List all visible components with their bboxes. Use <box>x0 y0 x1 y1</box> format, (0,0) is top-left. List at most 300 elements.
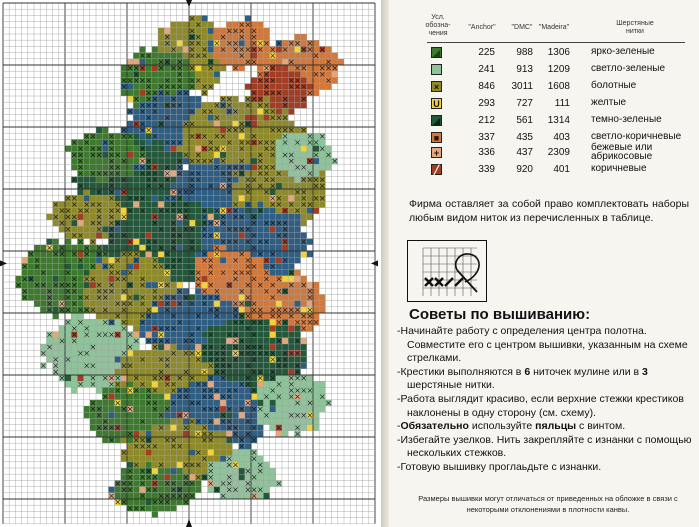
stitch-cell <box>301 350 307 356</box>
stitch-cell <box>220 456 226 462</box>
stitch-cell <box>294 294 300 300</box>
stitch-cell <box>214 108 220 114</box>
stitch-cell <box>133 456 139 462</box>
stitch-cell <box>170 319 176 325</box>
stitch-cell <box>158 313 164 319</box>
stitch-cell <box>294 232 300 238</box>
stitch-cell <box>201 239 207 245</box>
stitch-cell <box>270 381 276 387</box>
stitch-cell <box>232 369 238 375</box>
stitch-cell <box>139 431 145 437</box>
stitch-cell <box>220 338 226 344</box>
stitch-cell <box>201 115 207 121</box>
stitch-cell <box>220 232 226 238</box>
stitch-cell <box>189 220 195 226</box>
stitch-cell <box>189 152 195 158</box>
stitch-cell <box>102 152 108 158</box>
stitch-cell <box>170 394 176 400</box>
stitch-cell <box>170 22 176 28</box>
stitch-cell <box>71 344 77 350</box>
stitch-cell <box>170 34 176 40</box>
stitch-cell <box>28 282 34 288</box>
stitch-cell <box>214 468 220 474</box>
stitch-cell <box>158 288 164 294</box>
stitch-cell <box>183 108 189 114</box>
stitch-cell <box>313 381 319 387</box>
stitch-cell <box>270 102 276 108</box>
stitch-cell <box>257 84 263 90</box>
stitch-cell <box>232 152 238 158</box>
stitch-cell <box>96 431 102 437</box>
stitch-cell <box>127 443 133 449</box>
stitch-cell <box>251 77 257 83</box>
stitch-cell <box>115 487 121 493</box>
stitch-cell <box>319 53 325 59</box>
stitch-cell <box>177 381 183 387</box>
stitch-cell <box>195 127 201 133</box>
stitch-cell <box>313 40 319 46</box>
stitch-cell <box>77 270 83 276</box>
stitch-cell <box>189 456 195 462</box>
stitch-cell <box>183 77 189 83</box>
stitch-cell <box>170 90 176 96</box>
stitch-cell <box>214 425 220 431</box>
stitch-cell <box>257 474 263 480</box>
stitch-cell <box>102 201 108 207</box>
stitch-cell <box>158 77 164 83</box>
stitch-cell <box>270 84 276 90</box>
stitch-cell <box>158 220 164 226</box>
stitch-cell <box>226 319 232 325</box>
stitch-cell <box>257 115 263 121</box>
stitch-cell <box>158 115 164 121</box>
stitch-cell <box>59 270 65 276</box>
stitch-cell <box>226 449 232 455</box>
stitch-cell <box>276 325 282 331</box>
stitch-cell <box>270 158 276 164</box>
stitch-cell <box>115 214 121 220</box>
stitch-cell <box>127 313 133 319</box>
stitch-cell <box>288 183 294 189</box>
madeira-code: 2309 <box>547 147 570 158</box>
stitch-cell <box>115 406 121 412</box>
stitch-cell <box>34 270 40 276</box>
stitch-cell <box>232 363 238 369</box>
stitch-cell <box>208 127 214 133</box>
stitch-cell <box>201 356 207 362</box>
stitch-cell <box>307 425 313 431</box>
marsh-symbol-icon: × <box>431 81 442 92</box>
stitch-cell <box>127 263 133 269</box>
stitch-cell <box>208 189 214 195</box>
stitch-cell <box>208 412 214 418</box>
dmc-code: 3011 <box>511 81 533 92</box>
stitch-cell <box>84 232 90 238</box>
stitch-cell <box>90 195 96 201</box>
stitch-cell <box>170 115 176 121</box>
stitch-cell <box>313 208 319 214</box>
stitch-cell <box>115 282 121 288</box>
stitch-cell <box>146 294 152 300</box>
stitch-cell <box>152 511 158 517</box>
stitch-cell <box>152 505 158 511</box>
stitch-cell <box>127 139 133 145</box>
stitch-cell <box>152 270 158 276</box>
stitch-cell <box>276 332 282 338</box>
stitch-cell <box>139 307 145 313</box>
stitch-cell <box>177 332 183 338</box>
stitch-cell <box>183 195 189 201</box>
stitch-cell <box>214 53 220 59</box>
stitch-cell <box>220 332 226 338</box>
stitch-cell <box>251 480 257 486</box>
stitch-cell <box>96 177 102 183</box>
stitch-cell <box>102 301 108 307</box>
stitch-cell <box>251 313 257 319</box>
stitch-cell <box>245 152 251 158</box>
stitch-cell <box>270 394 276 400</box>
stitch-cell <box>164 319 170 325</box>
stitch-cell <box>40 245 46 251</box>
stitch-cell <box>282 381 288 387</box>
stitch-cell <box>121 282 127 288</box>
stitch-cell <box>263 462 269 468</box>
stitch-cell <box>170 412 176 418</box>
stitch-cell <box>46 338 52 344</box>
stitch-cell <box>46 257 52 263</box>
stitch-cell <box>276 431 282 437</box>
stitch-cell <box>214 394 220 400</box>
stitch-cell <box>139 214 145 220</box>
stitch-cell <box>177 53 183 59</box>
stitch-cell <box>201 462 207 468</box>
stitch-cell <box>158 418 164 424</box>
stitch-cell <box>177 406 183 412</box>
legend-row <box>389 142 699 162</box>
stitch-cell <box>189 313 195 319</box>
stitch-cell <box>226 338 232 344</box>
stitch-cell <box>288 139 294 145</box>
stitch-cell <box>152 449 158 455</box>
stitch-cell <box>319 307 325 313</box>
stitch-cell <box>257 121 263 127</box>
stitch-cell <box>133 307 139 313</box>
stitch-cell <box>276 406 282 412</box>
stitch-cell <box>146 412 152 418</box>
stitch-cell <box>257 201 263 207</box>
stitch-cell <box>276 59 282 65</box>
stitch-cell <box>146 257 152 263</box>
stitch-cell <box>325 53 331 59</box>
stitch-cell <box>226 245 232 251</box>
stitch-cell <box>146 406 152 412</box>
stitch-cell <box>239 208 245 214</box>
stitch-cell <box>65 245 71 251</box>
stitch-cell <box>158 276 164 282</box>
stitch-cell <box>152 201 158 207</box>
stitch-cell <box>65 251 71 257</box>
stitch-cell <box>96 375 102 381</box>
stitch-cell <box>77 189 83 195</box>
stitch-cell <box>270 232 276 238</box>
stitch-cell <box>220 449 226 455</box>
stitch-cell <box>77 325 83 331</box>
stitch-cell <box>325 146 331 152</box>
stitch-cell <box>276 208 282 214</box>
stitch-cell <box>177 96 183 102</box>
stitch-cell <box>282 276 288 282</box>
stitch-cell <box>189 251 195 257</box>
stitch-cell <box>189 394 195 400</box>
stitch-cell <box>90 251 96 257</box>
stitch-cell <box>232 400 238 406</box>
stitch-cell <box>214 170 220 176</box>
stitch-cell <box>189 214 195 220</box>
stitch-cell <box>84 412 90 418</box>
stitch-cell <box>53 307 59 313</box>
stitch-cell <box>226 121 232 127</box>
stitch-cell <box>239 431 245 437</box>
stitch-cell <box>319 170 325 176</box>
stitch-cell <box>146 108 152 114</box>
stitch-cell <box>239 412 245 418</box>
stitch-cell <box>127 425 133 431</box>
stitch-cell <box>251 282 257 288</box>
stitch-cell <box>301 71 307 77</box>
stitch-cell <box>170 164 176 170</box>
stitch-cell <box>276 301 282 307</box>
stitch-cell <box>127 214 133 220</box>
stitch-cell <box>133 325 139 331</box>
stitch-cell <box>152 189 158 195</box>
stitch-cell <box>152 121 158 127</box>
stitch-cell <box>164 71 170 77</box>
stitch-cell <box>146 146 152 152</box>
stitch-cell <box>294 46 300 52</box>
stitch-cell <box>158 400 164 406</box>
stitch-cell <box>53 276 59 282</box>
stitch-cell <box>133 177 139 183</box>
stitch-cell <box>146 65 152 71</box>
stitch-cell <box>115 146 121 152</box>
stitch-cell <box>214 34 220 40</box>
stitch-cell <box>133 214 139 220</box>
stitch-cell <box>257 133 263 139</box>
stitch-cell <box>183 22 189 28</box>
stitch-cell <box>84 338 90 344</box>
stitch-cell <box>34 294 40 300</box>
stitch-cell <box>65 232 71 238</box>
stitch-cell <box>301 400 307 406</box>
stitch-cell <box>239 201 245 207</box>
stitch-cell <box>301 139 307 145</box>
stitch-cell <box>90 226 96 232</box>
stitch-cell <box>294 59 300 65</box>
stitch-cell <box>121 344 127 350</box>
stitch-cell <box>257 108 263 114</box>
stitch-cell <box>282 425 288 431</box>
tip-emphasis: 6 <box>524 365 531 378</box>
stitch-cell <box>307 77 313 83</box>
stitch-cell <box>102 232 108 238</box>
stitch-cell <box>257 195 263 201</box>
stitch-cell <box>158 474 164 480</box>
stitch-cell <box>294 245 300 251</box>
stitch-cell <box>201 449 207 455</box>
stitch-cell <box>257 394 263 400</box>
stitch-cell <box>164 332 170 338</box>
stitch-cell <box>183 46 189 52</box>
stitch-cell <box>214 270 220 276</box>
stitch-cell <box>201 102 207 108</box>
stitch-cell <box>263 369 269 375</box>
tip-item <box>397 434 695 461</box>
stitch-cell <box>195 468 201 474</box>
stitch-cell <box>208 77 214 83</box>
stitch-cell <box>301 102 307 108</box>
stitch-cell <box>220 400 226 406</box>
stitch-cell <box>189 22 195 28</box>
stitch-cell <box>325 84 331 90</box>
stitch-cell <box>276 183 282 189</box>
stitch-cell <box>90 139 96 145</box>
stitch-cell <box>257 226 263 232</box>
stitch-cell <box>220 381 226 387</box>
stitch-cell <box>121 456 127 462</box>
stitch-cell <box>152 363 158 369</box>
stitch-cell <box>59 201 65 207</box>
stitch-cell <box>208 301 214 307</box>
stitch-cell <box>276 412 282 418</box>
stitch-cell <box>232 220 238 226</box>
stitch-cell <box>208 201 214 207</box>
anchor-code: 241 <box>478 64 495 75</box>
dmc-code: 727 <box>516 98 533 109</box>
stitch-cell <box>232 480 238 486</box>
stitch-cell <box>226 270 232 276</box>
stitch-cell <box>226 443 232 449</box>
stitch-cell <box>53 344 59 350</box>
stitch-cell <box>294 325 300 331</box>
stitch-cell <box>313 189 319 195</box>
stitch-cell <box>46 276 52 282</box>
stitch-cell <box>307 418 313 424</box>
stitch-cell <box>146 425 152 431</box>
stitch-cell <box>177 220 183 226</box>
stitch-cell <box>270 71 276 77</box>
stitch-cell <box>189 294 195 300</box>
stitch-cell <box>226 325 232 331</box>
legend-header <box>389 8 699 42</box>
stitch-cell <box>84 257 90 263</box>
stitch-cell <box>90 183 96 189</box>
stitch-cell <box>282 53 288 59</box>
stitch-cell <box>77 332 83 338</box>
stitch-cell <box>121 437 127 443</box>
stitch-cell <box>251 226 257 232</box>
stitch-cell <box>263 468 269 474</box>
stitch-cell <box>90 294 96 300</box>
stitch-cell <box>46 263 52 269</box>
stitch-cell <box>263 152 269 158</box>
tip-text: - <box>397 420 401 433</box>
stitch-cell <box>232 146 238 152</box>
stitch-cell <box>301 40 307 46</box>
stitch-cell <box>90 319 96 325</box>
stitch-cell <box>220 307 226 313</box>
stitch-cell <box>276 84 282 90</box>
stitch-cell <box>325 46 331 52</box>
stitch-cell <box>133 108 139 114</box>
stitch-cell <box>139 487 145 493</box>
stitch-cell <box>307 146 313 152</box>
stitch-cell <box>164 288 170 294</box>
stitch-cell <box>152 127 158 133</box>
stitch-cell <box>158 232 164 238</box>
stitch-cell <box>195 102 201 108</box>
stitch-cell <box>220 115 226 121</box>
stitch-cell <box>195 59 201 65</box>
stitch-cell <box>146 332 152 338</box>
stitch-cell <box>201 468 207 474</box>
stitch-cell <box>158 158 164 164</box>
stitch-cell <box>139 462 145 468</box>
stitch-cell <box>146 449 152 455</box>
stitch-cell <box>307 375 313 381</box>
stitch-cell <box>189 468 195 474</box>
stitch-cell <box>164 133 170 139</box>
stitch-cell <box>164 28 170 34</box>
stitch-cell <box>146 350 152 356</box>
stitch-cell <box>220 127 226 133</box>
stitch-cell <box>319 164 325 170</box>
stitch-cell <box>294 127 300 133</box>
stitch-cell <box>170 363 176 369</box>
stitch-cell <box>220 226 226 232</box>
stitch-cell <box>245 127 251 133</box>
stitch-cell <box>102 313 108 319</box>
stitch-cell <box>189 146 195 152</box>
stitch-cell <box>28 257 34 263</box>
stitch-cell <box>121 493 127 499</box>
stitch-cell <box>158 40 164 46</box>
stitch-cell <box>257 270 263 276</box>
stitch-cell <box>332 59 338 65</box>
stitch-cell <box>294 313 300 319</box>
stitch-cell <box>152 456 158 462</box>
stitch-cell <box>108 356 114 362</box>
stitch-cell <box>84 356 90 362</box>
stitch-cell <box>263 338 269 344</box>
stitch-cell <box>226 294 232 300</box>
stitch-cell <box>102 431 108 437</box>
stitch-cell <box>108 276 114 282</box>
stitch-cell <box>127 84 133 90</box>
stitch-cell <box>65 276 71 282</box>
stitch-cell <box>307 208 313 214</box>
stitch-cell <box>276 282 282 288</box>
stitch-cell <box>127 146 133 152</box>
stitch-cell <box>307 59 313 65</box>
stitch-cell <box>115 344 121 350</box>
stitch-cell <box>208 177 214 183</box>
stitch-cell <box>90 356 96 362</box>
stitch-cell <box>245 301 251 307</box>
stitch-cell <box>146 71 152 77</box>
stitch-cell <box>121 65 127 71</box>
stitch-cell <box>201 59 207 65</box>
stitch-cell <box>170 108 176 114</box>
